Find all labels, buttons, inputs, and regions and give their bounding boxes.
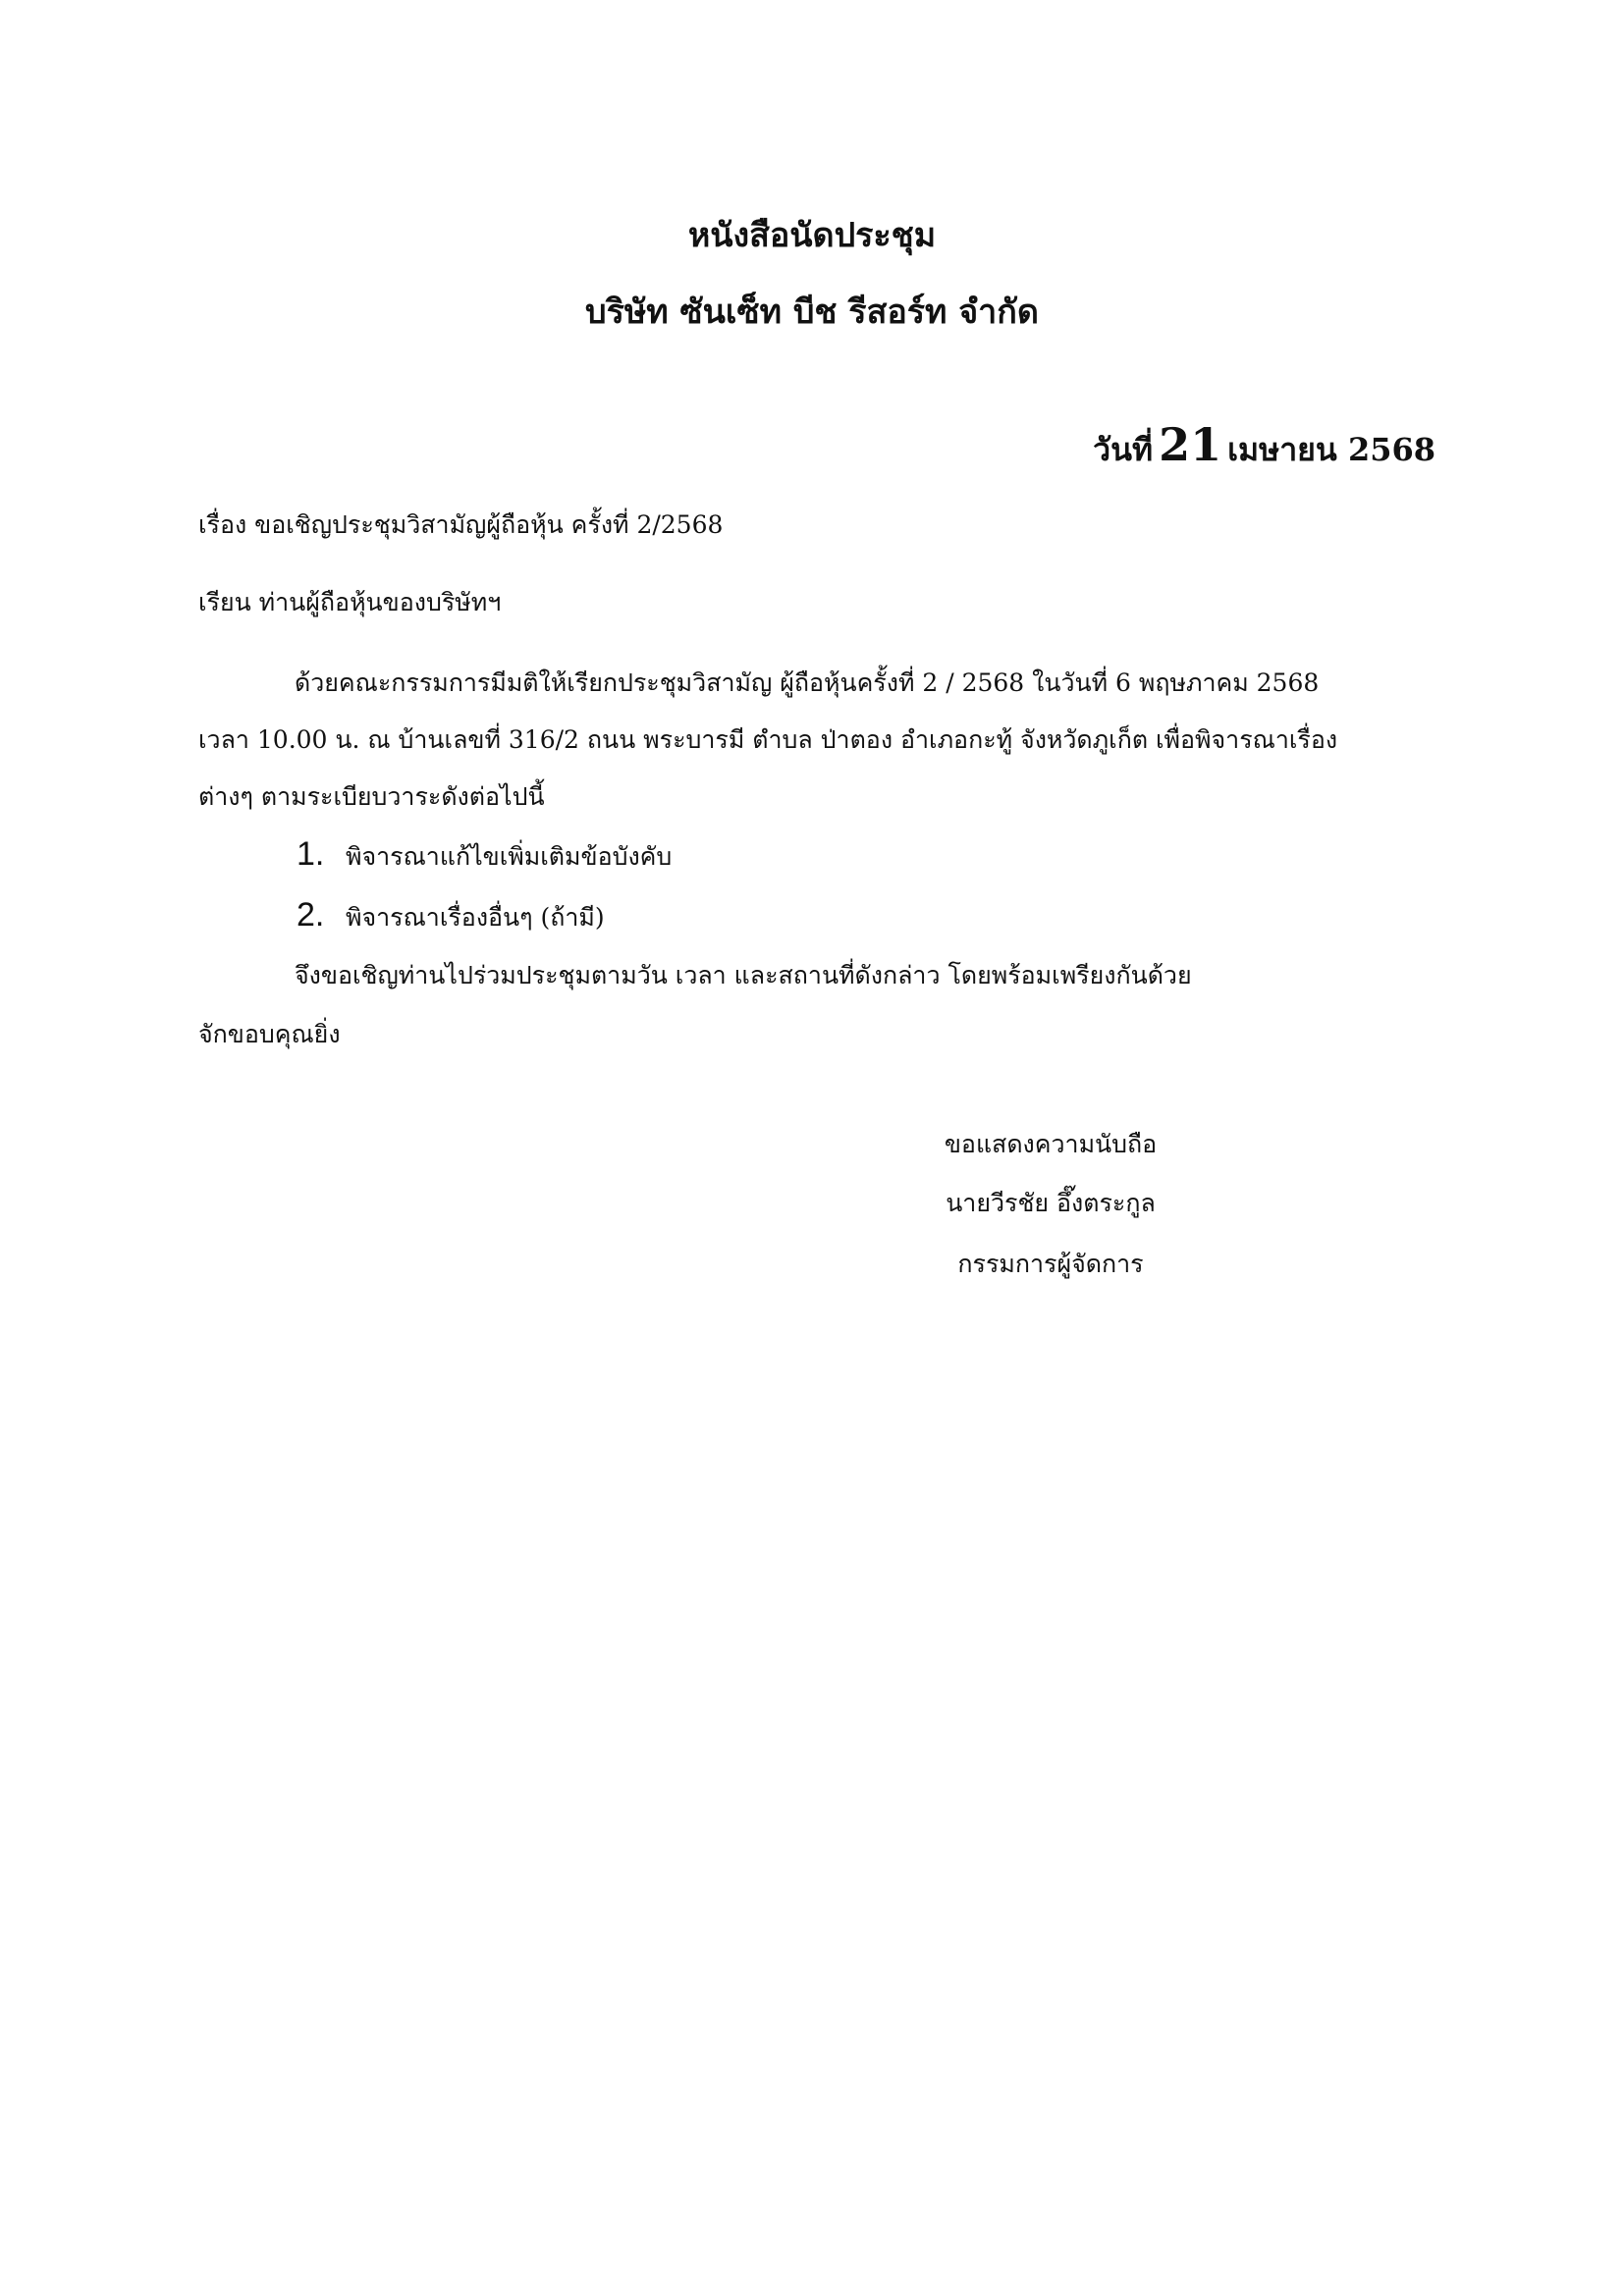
company-name: บริษัท ซันเซ็ท บีช รีสอร์ท จำกัด — [585, 293, 1039, 332]
date-month-year: เมษายน 2568 — [1227, 431, 1435, 468]
agenda-item-number: 2. — [297, 896, 325, 934]
body-paragraph-line-1: ด้วยคณะกรรมการมีมติให้เรียกประชุมวิสามัญ ผู้ถือหุ้นครั้งที่ 2 / 2568 ในวันที่ 6 พฤษภาคม 2568 — [295, 668, 1320, 697]
agenda-item-text: พิจารณาแก้ไขเพิ่มเติมข้อบังคับ — [346, 842, 673, 871]
date-prefix: วันที่ — [1093, 431, 1154, 468]
body-paragraph-line-3: ต่างๆ ตามระเบียบวาระดังต่อไปนี้ — [198, 782, 545, 811]
subject-line: เรื่อง ขอเชิญประชุมวิสามัญผู้ถือหุ้น ครั้งที่ 2/2568 — [198, 510, 724, 539]
salutation-line: เรียน ท่านผู้ถือหุ้นของบริษัทฯ — [198, 588, 502, 616]
document-title: หนังสือนัดประชุม — [687, 216, 937, 255]
date-day: 21 — [1159, 418, 1222, 471]
closing-line-2: จักขอบคุณยิ่ง — [198, 1020, 341, 1048]
signature-name: นายวีรชัย อึ๊งตระกูล — [946, 1189, 1156, 1217]
agenda-item — [297, 895, 605, 937]
agenda-item-number: 1. — [297, 835, 325, 873]
agenda-item — [297, 834, 672, 877]
signature-regards: ขอแสดงความนับถือ — [944, 1130, 1158, 1158]
signature-position: กรรมการผู้จัดการ — [957, 1250, 1144, 1278]
closing-line-1: จึงขอเชิญท่านไปร่วมประชุมตามวัน เวลา และสถานที่ดังกล่าว โดยพร้อมเพรียงกันด้วย — [295, 961, 1192, 989]
agenda-item-text: พิจารณาเรื่องอื่นๆ (ถ้ามี) — [346, 903, 605, 932]
body-paragraph-line-2: เวลา 10.00 น. ณ บ้านเลขที่ 316/2 ถนน พระบารมี ตำบล ป่าตอง อำเภอกะทู้ จังหวัดภูเก็ต เพื่อพิจารณาเรื่อง — [198, 725, 1338, 754]
document-date — [1093, 420, 1435, 474]
